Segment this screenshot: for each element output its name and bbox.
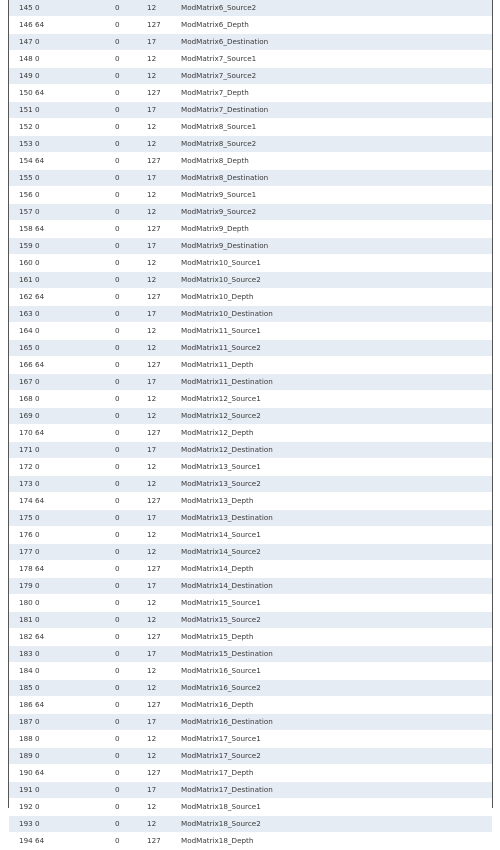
parameter-min-value: 0	[115, 136, 147, 153]
parameter-cc-number: 187 0	[9, 714, 115, 731]
parameter-max-value: 12	[147, 187, 181, 204]
parameter-min-value: 0	[115, 544, 147, 561]
parameter-max-value: 17	[147, 238, 181, 255]
parameter-cc-number: 191 0	[9, 782, 115, 799]
table-row	[9, 646, 492, 663]
parameter-cc-number: 146 64	[9, 17, 115, 34]
parameter-cc-number: 157 0	[9, 204, 115, 221]
parameter-name: ModMatrix14_Destination	[181, 578, 492, 595]
parameter-min-value: 0	[115, 731, 147, 748]
parameter-max-value: 17	[147, 34, 181, 51]
table-row	[9, 493, 492, 510]
parameter-cc-number: 188 0	[9, 731, 115, 748]
parameter-min-value: 0	[115, 102, 147, 119]
parameter-min-value: 0	[115, 374, 147, 391]
parameter-cc-number: 165 0	[9, 340, 115, 357]
parameter-cc-number: 170 64	[9, 425, 115, 442]
parameter-name: ModMatrix11_Depth	[181, 357, 492, 374]
parameter-cc-number: 183 0	[9, 646, 115, 663]
parameter-cc-number: 145 0	[9, 0, 115, 17]
parameter-max-value: 12	[147, 323, 181, 340]
parameter-max-value: 12	[147, 663, 181, 680]
parameter-min-value: 0	[115, 442, 147, 459]
parameter-min-value: 0	[115, 340, 147, 357]
parameter-name: ModMatrix7_Source1	[181, 51, 492, 68]
table-row	[9, 306, 492, 323]
parameter-min-value: 0	[115, 663, 147, 680]
table-row	[9, 204, 492, 221]
parameter-max-value: 12	[147, 799, 181, 816]
parameter-min-value: 0	[115, 646, 147, 663]
parameter-min-value: 0	[115, 833, 147, 850]
parameter-name: ModMatrix16_Depth	[181, 697, 492, 714]
parameter-min-value: 0	[115, 459, 147, 476]
table-row	[9, 476, 492, 493]
parameter-max-value: 12	[147, 204, 181, 221]
parameter-max-value: 127	[147, 765, 181, 782]
parameter-max-value: 12	[147, 0, 181, 17]
parameter-name: ModMatrix17_Source2	[181, 748, 492, 765]
parameter-max-value: 12	[147, 527, 181, 544]
parameter-name: ModMatrix6_Depth	[181, 17, 492, 34]
parameter-min-value: 0	[115, 34, 147, 51]
parameter-cc-number: 159 0	[9, 238, 115, 255]
parameter-max-value: 12	[147, 748, 181, 765]
parameter-max-value: 127	[147, 561, 181, 578]
table-row	[9, 272, 492, 289]
table-row	[9, 357, 492, 374]
parameter-cc-number: 166 64	[9, 357, 115, 374]
parameter-max-value: 12	[147, 731, 181, 748]
table-row	[9, 799, 492, 816]
parameter-name: ModMatrix9_Source2	[181, 204, 492, 221]
parameter-cc-number: 151 0	[9, 102, 115, 119]
table-row	[9, 629, 492, 646]
parameter-max-value: 17	[147, 170, 181, 187]
parameter-min-value: 0	[115, 255, 147, 272]
parameter-cc-number: 158 64	[9, 221, 115, 238]
parameter-name: ModMatrix8_Source2	[181, 136, 492, 153]
parameter-min-value: 0	[115, 714, 147, 731]
table-row	[9, 595, 492, 612]
parameter-max-value: 127	[147, 833, 181, 850]
parameter-name: ModMatrix11_Destination	[181, 374, 492, 391]
parameter-cc-number: 164 0	[9, 323, 115, 340]
parameter-max-value: 12	[147, 816, 181, 833]
parameter-min-value: 0	[115, 391, 147, 408]
parameter-max-value: 12	[147, 272, 181, 289]
parameter-max-value: 17	[147, 306, 181, 323]
parameter-max-value: 127	[147, 425, 181, 442]
table-row	[9, 544, 492, 561]
parameter-min-value: 0	[115, 629, 147, 646]
parameter-min-value: 0	[115, 799, 147, 816]
table-row	[9, 697, 492, 714]
parameter-cc-number: 161 0	[9, 272, 115, 289]
table-row	[9, 748, 492, 765]
parameter-min-value: 0	[115, 51, 147, 68]
parameter-name: ModMatrix11_Source1	[181, 323, 492, 340]
parameter-min-value: 0	[115, 680, 147, 697]
parameter-name: ModMatrix17_Destination	[181, 782, 492, 799]
parameter-min-value: 0	[115, 748, 147, 765]
parameter-max-value: 127	[147, 493, 181, 510]
table-row	[9, 816, 492, 833]
parameter-cc-number: 156 0	[9, 187, 115, 204]
parameter-cc-number: 190 64	[9, 765, 115, 782]
table-row	[9, 782, 492, 799]
table-row	[9, 136, 492, 153]
parameter-max-value: 17	[147, 714, 181, 731]
parameter-min-value: 0	[115, 527, 147, 544]
parameter-min-value: 0	[115, 493, 147, 510]
parameter-max-value: 12	[147, 612, 181, 629]
parameter-table-body	[9, 0, 492, 850]
parameter-max-value: 12	[147, 136, 181, 153]
parameter-name: ModMatrix18_Depth	[181, 833, 492, 850]
parameter-name: ModMatrix14_Depth	[181, 561, 492, 578]
parameter-min-value: 0	[115, 187, 147, 204]
parameter-cc-number: 179 0	[9, 578, 115, 595]
parameter-min-value: 0	[115, 306, 147, 323]
parameter-max-value: 12	[147, 680, 181, 697]
parameter-name: ModMatrix16_Destination	[181, 714, 492, 731]
table-row	[9, 323, 492, 340]
parameter-max-value: 12	[147, 119, 181, 136]
parameter-max-value: 12	[147, 51, 181, 68]
parameter-max-value: 127	[147, 221, 181, 238]
parameter-max-value: 12	[147, 595, 181, 612]
parameter-min-value: 0	[115, 816, 147, 833]
table-row	[9, 17, 492, 34]
parameter-min-value: 0	[115, 289, 147, 306]
parameter-min-value: 0	[115, 476, 147, 493]
parameter-cc-number: 153 0	[9, 136, 115, 153]
table-row	[9, 425, 492, 442]
parameter-max-value: 127	[147, 85, 181, 102]
parameter-cc-number: 173 0	[9, 476, 115, 493]
parameter-max-value: 17	[147, 442, 181, 459]
parameter-cc-number: 181 0	[9, 612, 115, 629]
parameter-min-value: 0	[115, 510, 147, 527]
table-row	[9, 85, 492, 102]
table-row	[9, 765, 492, 782]
document-page	[8, 0, 493, 845]
parameter-min-value: 0	[115, 357, 147, 374]
parameter-max-value: 127	[147, 289, 181, 306]
parameter-name: ModMatrix10_Depth	[181, 289, 492, 306]
parameter-name: ModMatrix14_Source1	[181, 527, 492, 544]
parameter-name: ModMatrix10_Destination	[181, 306, 492, 323]
parameter-min-value: 0	[115, 612, 147, 629]
parameter-max-value: 127	[147, 153, 181, 170]
table-row	[9, 153, 492, 170]
parameter-min-value: 0	[115, 170, 147, 187]
parameter-cc-number: 189 0	[9, 748, 115, 765]
parameter-cc-number: 168 0	[9, 391, 115, 408]
parameter-cc-number: 172 0	[9, 459, 115, 476]
parameter-name: ModMatrix8_Source1	[181, 119, 492, 136]
parameter-max-value: 12	[147, 68, 181, 85]
parameter-name: ModMatrix10_Source1	[181, 255, 492, 272]
parameter-min-value: 0	[115, 765, 147, 782]
parameter-min-value: 0	[115, 595, 147, 612]
parameter-cc-number: 167 0	[9, 374, 115, 391]
parameter-name: ModMatrix7_Depth	[181, 85, 492, 102]
parameter-name: ModMatrix12_Depth	[181, 425, 492, 442]
parameter-min-value: 0	[115, 323, 147, 340]
table-row	[9, 51, 492, 68]
parameter-cc-number: 192 0	[9, 799, 115, 816]
parameter-min-value: 0	[115, 782, 147, 799]
parameter-max-value: 17	[147, 782, 181, 799]
table-row	[9, 221, 492, 238]
parameter-name: ModMatrix11_Source2	[181, 340, 492, 357]
parameter-max-value: 127	[147, 629, 181, 646]
parameter-cc-number: 176 0	[9, 527, 115, 544]
parameter-max-value: 12	[147, 459, 181, 476]
parameter-cc-number: 155 0	[9, 170, 115, 187]
parameter-name: ModMatrix16_Source1	[181, 663, 492, 680]
parameter-max-value: 17	[147, 510, 181, 527]
parameter-cc-number: 152 0	[9, 119, 115, 136]
table-row	[9, 187, 492, 204]
table-row	[9, 374, 492, 391]
table-row	[9, 238, 492, 255]
table-row	[9, 578, 492, 595]
parameter-table	[9, 0, 492, 850]
parameter-min-value: 0	[115, 17, 147, 34]
parameter-name: ModMatrix6_Source2	[181, 0, 492, 17]
parameter-max-value: 17	[147, 646, 181, 663]
table-row	[9, 340, 492, 357]
parameter-name: ModMatrix17_Depth	[181, 765, 492, 782]
table-row	[9, 391, 492, 408]
parameter-min-value: 0	[115, 204, 147, 221]
parameter-max-value: 127	[147, 17, 181, 34]
table-row	[9, 289, 492, 306]
parameter-min-value: 0	[115, 221, 147, 238]
parameter-cc-number: 149 0	[9, 68, 115, 85]
table-row	[9, 612, 492, 629]
parameter-max-value: 17	[147, 102, 181, 119]
table-row	[9, 680, 492, 697]
parameter-name: ModMatrix17_Source1	[181, 731, 492, 748]
parameter-name: ModMatrix12_Source2	[181, 408, 492, 425]
parameter-min-value: 0	[115, 238, 147, 255]
parameter-max-value: 12	[147, 544, 181, 561]
parameter-name: ModMatrix15_Destination	[181, 646, 492, 663]
parameter-min-value: 0	[115, 408, 147, 425]
parameter-min-value: 0	[115, 119, 147, 136]
parameter-cc-number: 150 64	[9, 85, 115, 102]
parameter-name: ModMatrix13_Source1	[181, 459, 492, 476]
table-row	[9, 459, 492, 476]
parameter-min-value: 0	[115, 561, 147, 578]
parameter-min-value: 0	[115, 272, 147, 289]
table-row	[9, 68, 492, 85]
parameter-min-value: 0	[115, 153, 147, 170]
table-row	[9, 255, 492, 272]
parameter-name: ModMatrix16_Source2	[181, 680, 492, 697]
parameter-cc-number: 184 0	[9, 663, 115, 680]
parameter-cc-number: 194 64	[9, 833, 115, 850]
parameter-max-value: 12	[147, 340, 181, 357]
table-row	[9, 0, 492, 17]
parameter-cc-number: 154 64	[9, 153, 115, 170]
parameter-name: ModMatrix13_Depth	[181, 493, 492, 510]
parameter-max-value: 127	[147, 697, 181, 714]
parameter-name: ModMatrix9_Source1	[181, 187, 492, 204]
table-row	[9, 34, 492, 51]
parameter-cc-number: 171 0	[9, 442, 115, 459]
table-row	[9, 119, 492, 136]
parameter-name: ModMatrix13_Source2	[181, 476, 492, 493]
parameter-max-value: 127	[147, 357, 181, 374]
parameter-cc-number: 175 0	[9, 510, 115, 527]
parameter-cc-number: 160 0	[9, 255, 115, 272]
table-row	[9, 663, 492, 680]
parameter-name: ModMatrix9_Destination	[181, 238, 492, 255]
parameter-min-value: 0	[115, 425, 147, 442]
parameter-name: ModMatrix14_Source2	[181, 544, 492, 561]
parameter-cc-number: 147 0	[9, 34, 115, 51]
parameter-name: ModMatrix13_Destination	[181, 510, 492, 527]
table-row	[9, 170, 492, 187]
parameter-cc-number: 174 64	[9, 493, 115, 510]
parameter-name: ModMatrix7_Source2	[181, 68, 492, 85]
parameter-max-value: 17	[147, 374, 181, 391]
parameter-name: ModMatrix12_Destination	[181, 442, 492, 459]
parameter-name: ModMatrix18_Source1	[181, 799, 492, 816]
parameter-name: ModMatrix8_Depth	[181, 153, 492, 170]
parameter-max-value: 17	[147, 578, 181, 595]
parameter-name: ModMatrix15_Source2	[181, 612, 492, 629]
parameter-cc-number: 148 0	[9, 51, 115, 68]
parameter-min-value: 0	[115, 0, 147, 17]
table-row	[9, 833, 492, 850]
parameter-cc-number: 178 64	[9, 561, 115, 578]
parameter-name: ModMatrix8_Destination	[181, 170, 492, 187]
parameter-cc-number: 162 64	[9, 289, 115, 306]
parameter-max-value: 12	[147, 408, 181, 425]
parameter-name: ModMatrix10_Source2	[181, 272, 492, 289]
parameter-name: ModMatrix9_Depth	[181, 221, 492, 238]
parameter-min-value: 0	[115, 68, 147, 85]
parameter-max-value: 12	[147, 391, 181, 408]
parameter-cc-number: 180 0	[9, 595, 115, 612]
table-row	[9, 408, 492, 425]
parameter-min-value: 0	[115, 85, 147, 102]
parameter-name: ModMatrix18_Source2	[181, 816, 492, 833]
parameter-name: ModMatrix15_Source1	[181, 595, 492, 612]
table-row	[9, 510, 492, 527]
table-row	[9, 714, 492, 731]
parameter-max-value: 12	[147, 255, 181, 272]
parameter-min-value: 0	[115, 697, 147, 714]
table-row	[9, 561, 492, 578]
parameter-name: ModMatrix7_Destination	[181, 102, 492, 119]
parameter-cc-number: 193 0	[9, 816, 115, 833]
parameter-cc-number: 169 0	[9, 408, 115, 425]
parameter-max-value: 12	[147, 476, 181, 493]
parameter-cc-number: 185 0	[9, 680, 115, 697]
parameter-name: ModMatrix12_Source1	[181, 391, 492, 408]
parameter-cc-number: 182 64	[9, 629, 115, 646]
parameter-name: ModMatrix15_Depth	[181, 629, 492, 646]
table-row	[9, 731, 492, 748]
table-row	[9, 442, 492, 459]
parameter-cc-number: 163 0	[9, 306, 115, 323]
table-row	[9, 527, 492, 544]
parameter-cc-number: 186 64	[9, 697, 115, 714]
parameter-name: ModMatrix6_Destination	[181, 34, 492, 51]
parameter-cc-number: 177 0	[9, 544, 115, 561]
parameter-min-value: 0	[115, 578, 147, 595]
table-row	[9, 102, 492, 119]
